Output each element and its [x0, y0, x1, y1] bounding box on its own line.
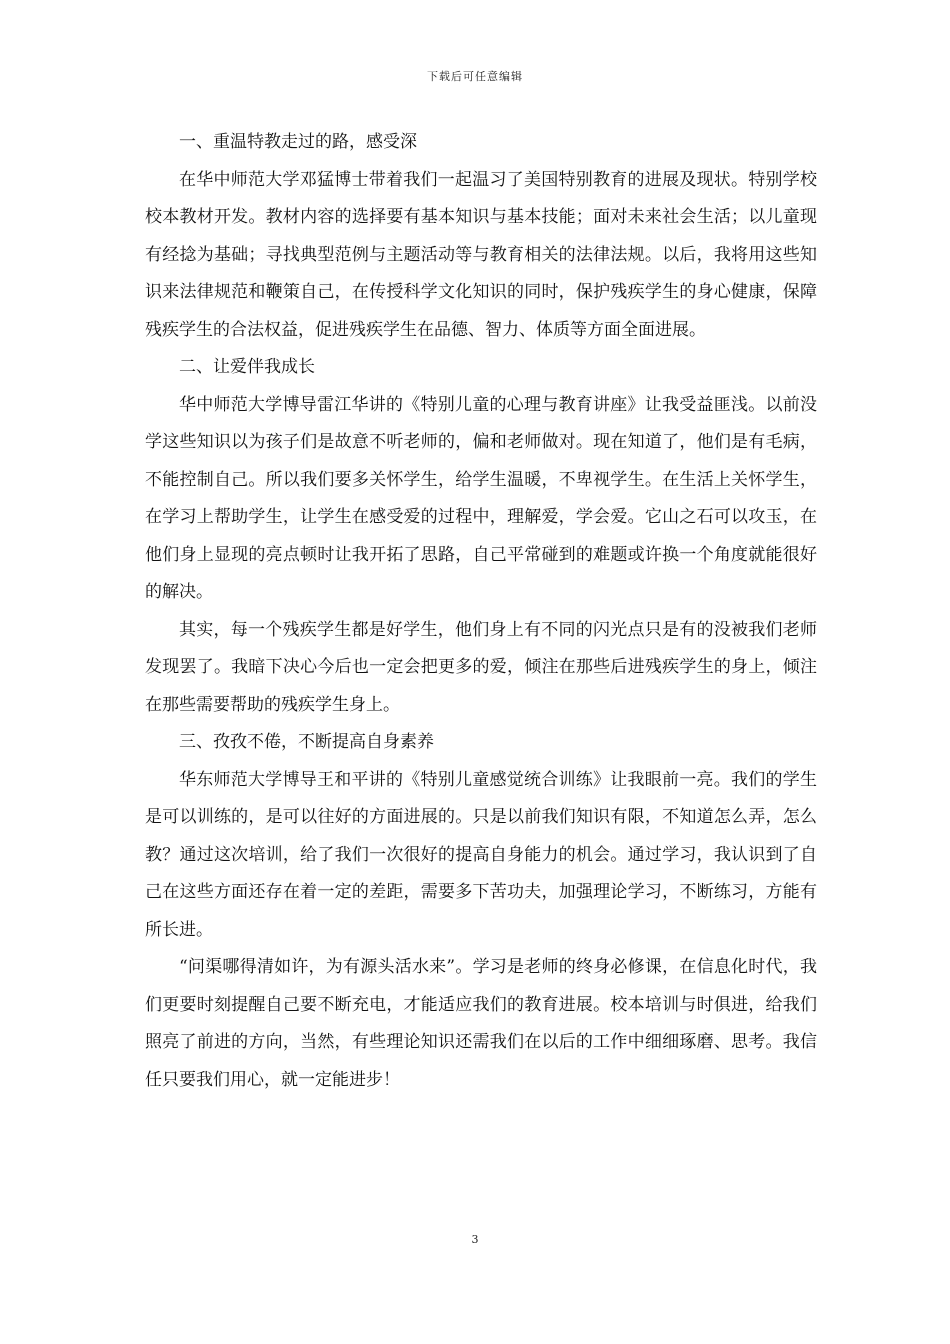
header-note: 下载后可任意编辑 — [427, 70, 523, 83]
section-heading-3: 三、孜孜不倦，不断提高自身素养 — [179, 732, 434, 752]
paragraph-2: 华中师范大学博导雷江华讲的《特别儿童的心理与教育讲座》让我受益匪浅。以前没学这些知识以为孩子们是故意不听老师的，偏和老师做对。现在知道了，他们是有毛病，不能控制自己。所以我们要多关怀学生，给学生温暖，不卑视学生。在生活上关怀学生，在学习上帮助学生，让学生在感受爱的过程中，理解爱，学会爱。它山之石可以攻玉，在他们身上显现的亮点顿时让我开拓了思路，自己平常碰到的难题或许换一个角度就能很好的解决。 — [145, 394, 817, 602]
paragraph-5: “问渠哪得清如许，为有源头活水来”。学习是老师的终身必修课，在信息化时代，我们更要时刻提醒自己要不断充电，才能适应我们的教育进展。校本培训与时俱进，给我们照亮了前进的方向，当然，有些理论知识还需我们在以后的工作中细细琢磨、思考。我信任只要我们用心，就一定能进步！ — [145, 957, 817, 1090]
paragraph-1: 在华中师范大学邓猛博士带着我们一起温习了美国特别教育的进展及现状。特别学校校本教材开发。教材内容的选择要有基本知识与基本技能；面对未来社会生活；以儿童现有经捻为基础；寻找典型范例与主题活动等与教育相关的法律法规。以后，我将用这些知识来法律规范和鞭策自己，在传授科学文化知识的同时，保护残疾学生的身心健康，保障残疾学生的合法权益，促进残疾学生在品德、智力、体质等方面全面进展。 — [145, 169, 817, 340]
section-heading-2: 二、让爱伴我成长 — [179, 357, 315, 377]
section-heading-1: 一、重温特教走过的路，感受深 — [179, 132, 417, 152]
paragraph-3: 其实，每一个残疾学生都是好学生，他们身上有不同的闪光点只是有的没被我们老师发现罢了。我暗下决心今后也一定会把更多的爱，倾注在那些后进残疾学生的身上，倾注在那些需要帮助的残疾学生身上。 — [145, 619, 817, 715]
document-body — [145, 124, 817, 1099]
page-number: 3 — [471, 1233, 479, 1246]
paragraph-4: 华东师范大学博导王和平讲的《特别儿童感觉统合训练》让我眼前一亮。我们的学生是可以训练的，是可以往好的方面进展的。只是以前我们知识有限，不知道怎么弄，怎么教？通过这次培训，给了我们一次很好的提高自身能力的机会。通过学习，我认识到了自己在这些方面还存在着一定的差距，需要多下苦功夫，加强理论学习，不断练习，方能有所长进。 — [145, 769, 817, 940]
